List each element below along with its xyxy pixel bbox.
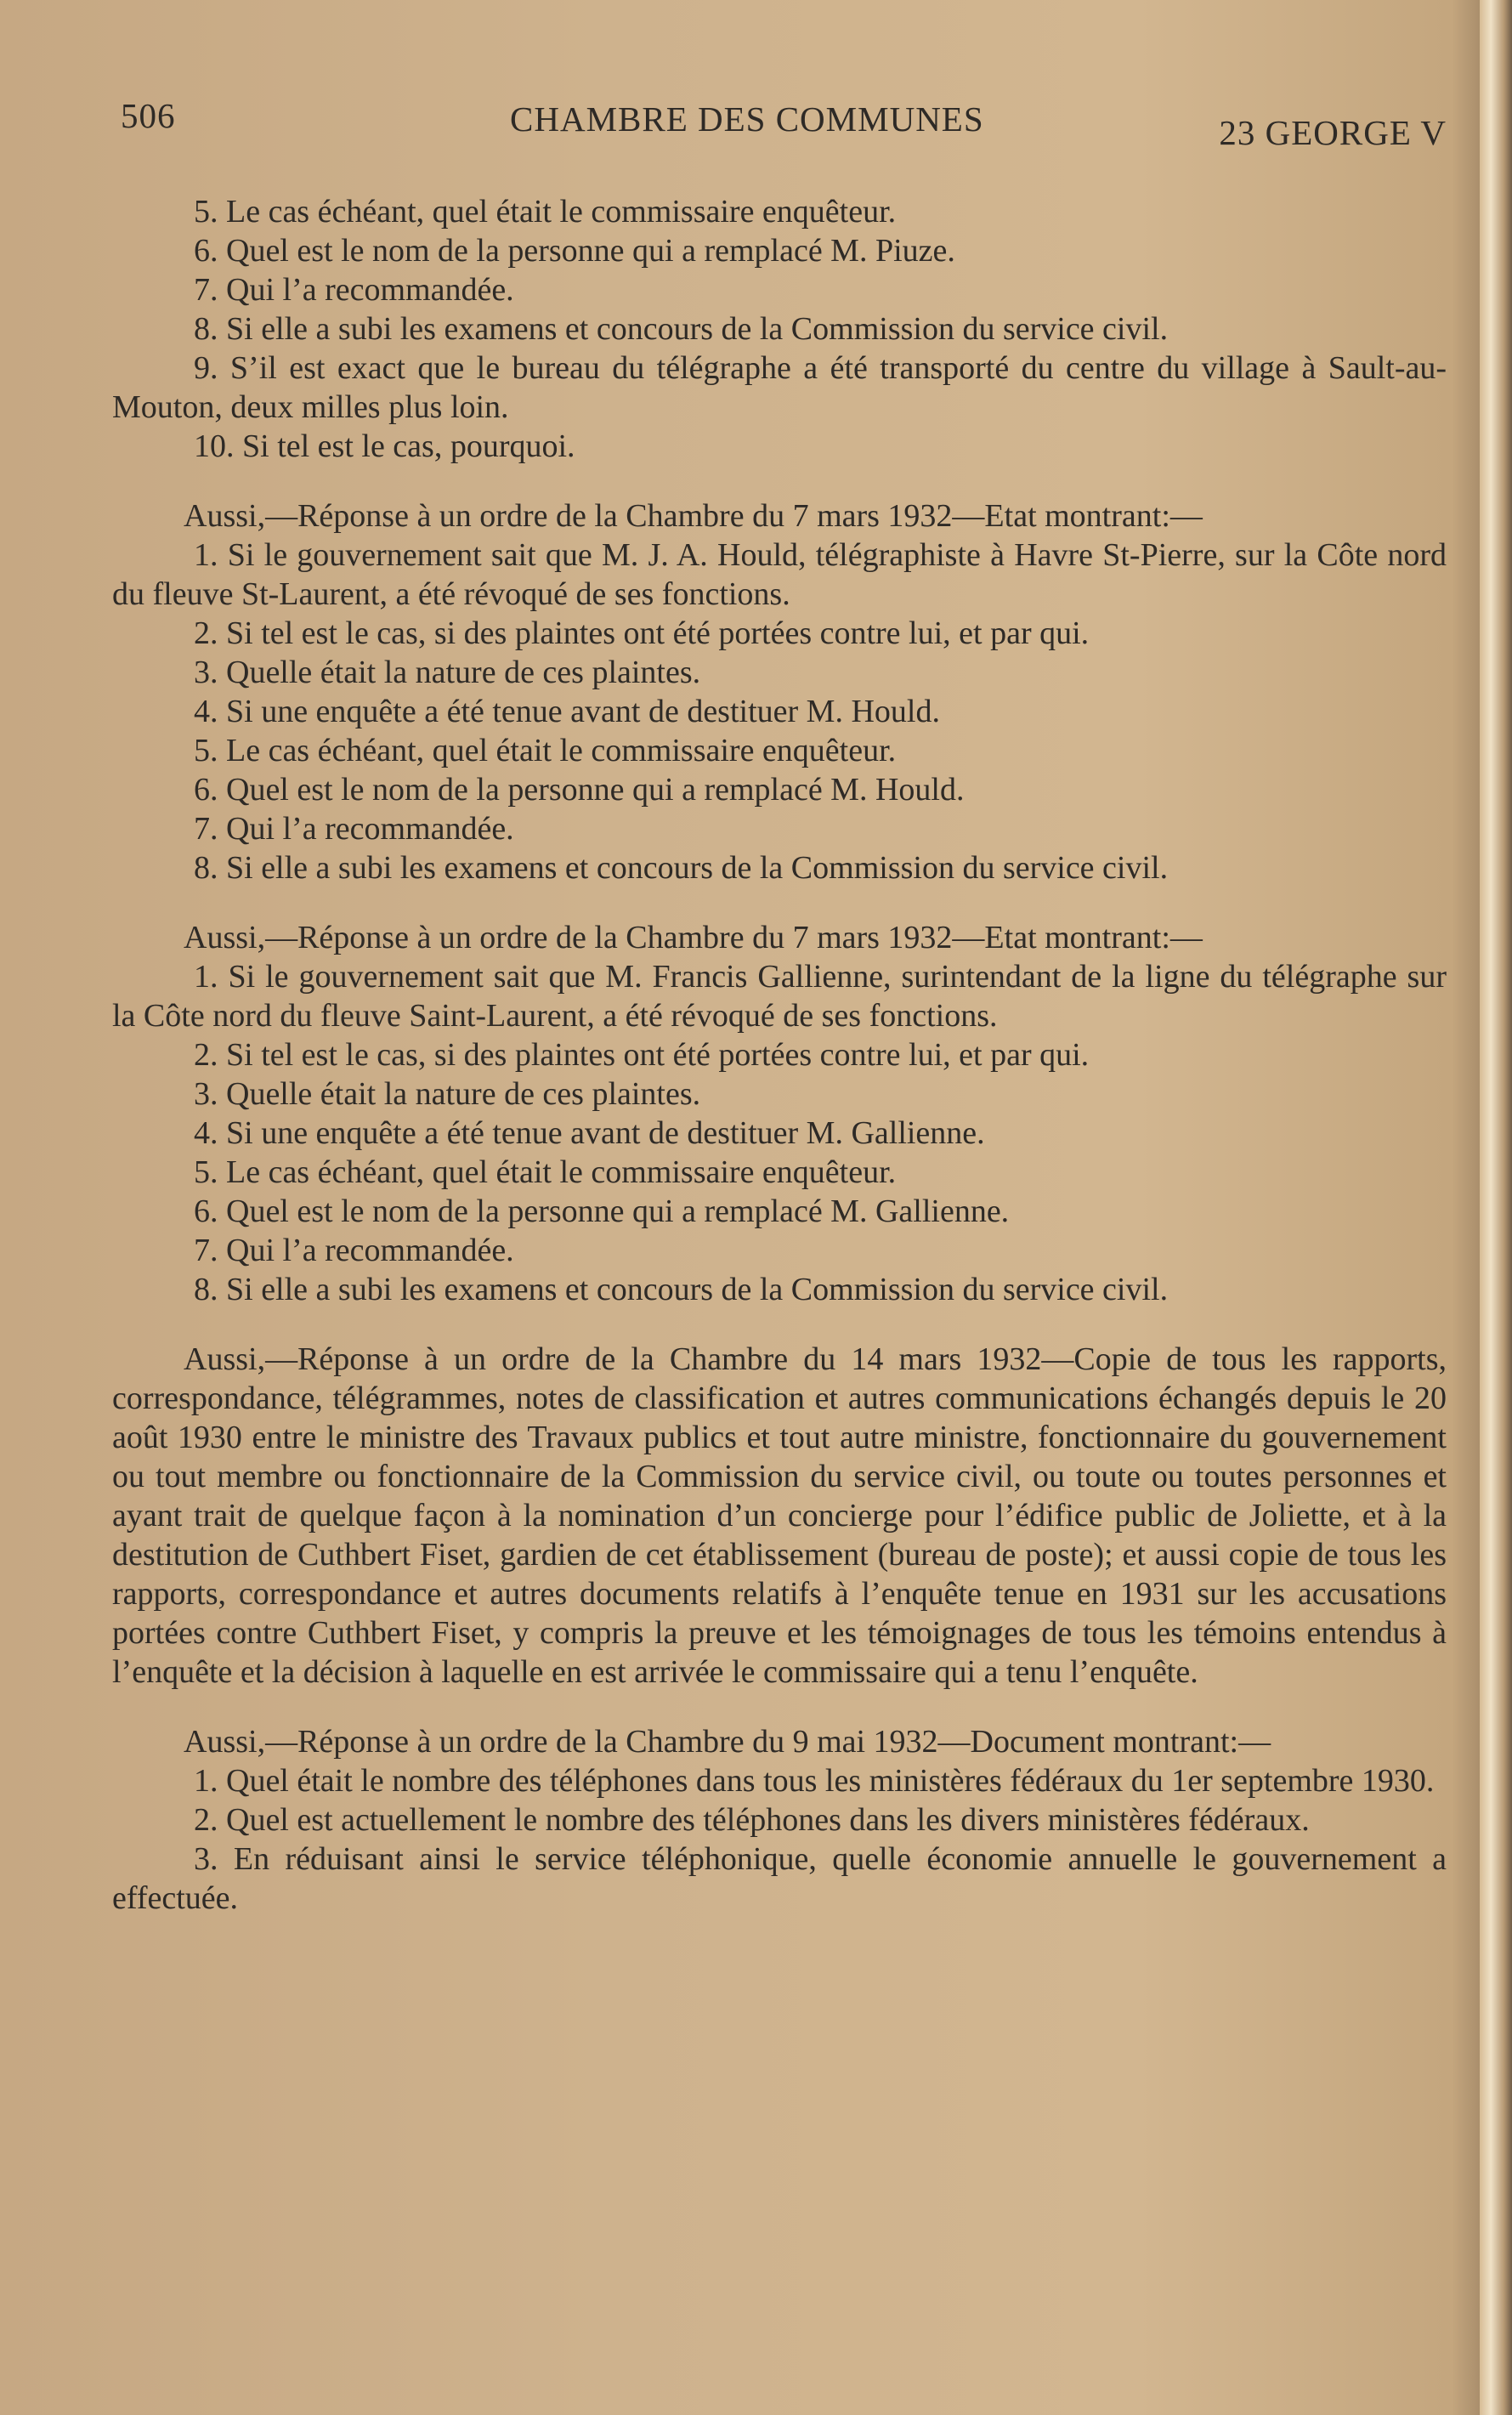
list-item: 1. Quel était le nombre des téléphones dans tous les ministères fédéraux du 1er septembre 1930. <box>194 1763 1435 1799</box>
list-item: 10. Si tel est le cas, pourquoi. <box>194 428 575 464</box>
section-intro: Aussi,—Réponse à un ordre de la Chambre du 7 mars 1932—Etat montrant:— <box>184 498 1203 534</box>
list-item: 7. Qui l’a recommandée. <box>194 272 514 308</box>
list-item: 1. Si le gouvernement sait que M. Francis Gallienne, surintendant de la ligne du télégraphe sur la Côte nord du fleuve Saint-Laurent, a été révoqué de ses fonctions. <box>112 959 1447 1034</box>
section-hould <box>112 496 1447 887</box>
page-header <box>121 95 1447 155</box>
intro-list <box>112 192 1447 466</box>
list-item: 3. Quelle était la nature de ces plaintes. <box>194 1076 701 1112</box>
list-item: 4. Si une enquête a été tenue avant de destituer M. Hould. <box>194 694 940 729</box>
page-body <box>112 192 1447 1918</box>
list-item: 2. Si tel est le cas, si des plaintes ont été portées contre lui, et par qui. <box>194 1037 1090 1073</box>
section-intro: Aussi,—Réponse à un ordre de la Chambre du 9 mai 1932—Document montrant:— <box>184 1724 1271 1760</box>
list-item: 7. Qui l’a recommandée. <box>194 1233 514 1268</box>
list-item: 2. Si tel est le cas, si des plaintes ont été portées contre lui, et par qui. <box>194 615 1090 651</box>
list-item: 5. Le cas échéant, quel était le commissaire enquêteur. <box>194 1154 897 1190</box>
list-item: 5. Le cas échéant, quel était le commissaire enquêteur. <box>194 733 897 768</box>
list-item: 8. Si elle a subi les examens et concours de la Commission du service civil. <box>194 311 1169 347</box>
list-item: 1. Si le gouvernement sait que M. J. A. Hould, télégraphiste à Havre St-Pierre, sur la Côte nord du fleuve St-Laurent, a été révoqué de ses fonctions. <box>112 537 1447 612</box>
list-item: 8. Si elle a subi les examens et concours de la Commission du service civil. <box>194 850 1169 886</box>
list-item: 3. Quelle était la nature de ces plaintes. <box>194 655 701 690</box>
list-item: 9. S’il est exact que le bureau du télégraphe a été transporté du centre du village à Sault-au-Mouton, deux milles plus loin. <box>112 350 1447 425</box>
list-item: 8. Si elle a subi les examens et concours de la Commission du service civil. <box>194 1272 1169 1307</box>
list-item: 6. Quel est le nom de la personne qui a remplacé M. Piuze. <box>194 233 955 269</box>
list-item: 4. Si une enquête a été tenue avant de destituer M. Gallienne. <box>194 1115 985 1151</box>
regnal-year: 23 GEORGE V <box>1219 113 1447 152</box>
list-item: 6. Quel est le nom de la personne qui a remplacé M. Gallienne. <box>194 1193 1010 1229</box>
section-joliette <box>112 1340 1447 1692</box>
running-title: CHAMBRE DES COMMUNES <box>510 99 984 139</box>
page-edge <box>1480 0 1512 2415</box>
list-item: 3. En réduisant ainsi le service téléphonique, quelle économie annuelle le gouvernement a effectuée. <box>112 1841 1447 1916</box>
list-item: 6. Quel est le nom de la personne qui a remplacé M. Hould. <box>194 772 965 808</box>
list-item: 2. Quel est actuellement le nombre des téléphones dans les divers ministères fédéraux. <box>194 1802 1310 1838</box>
section-telephones <box>112 1722 1447 1918</box>
section-gallienne <box>112 918 1447 1309</box>
section-paragraph: Aussi,—Réponse à un ordre de la Chambre du 14 mars 1932—Copie de tous les rapports, correspondance, télégrammes, notes de classification et autres communications échangés depuis le 20 août 1930 entre le ministre des Travaux publics et tout autre ministre, fonctionnaire du gouvernement ou tout membre ou fonctionnaire de la Commission du service civil, ou toute ou toutes personnes et ayant trait de quelque façon à la nomination d’un concierge pour l’édifice public de Joliette, et à la destitution de Cuthbert Fiset, gardien de cet établissement (bureau de poste); et aussi copie de tous les rapports, correspondance et autres documents relatifs à l’enquête tenue en 1931 sur les accusations portées contre Cuthbert Fiset, y compris la preuve et les témoignages de tous les témoins entendus à l’enquête et la décision à laquelle en est arrivée le commissaire qui a tenu l’enquête. <box>112 1341 1447 1690</box>
list-item: 7. Qui l’a recommandée. <box>194 811 514 847</box>
page-number: 506 <box>121 96 176 135</box>
list-item: 5. Le cas échéant, quel était le commissaire enquêteur. <box>194 194 897 230</box>
section-intro: Aussi,—Réponse à un ordre de la Chambre du 7 mars 1932—Etat montrant:— <box>184 920 1203 955</box>
